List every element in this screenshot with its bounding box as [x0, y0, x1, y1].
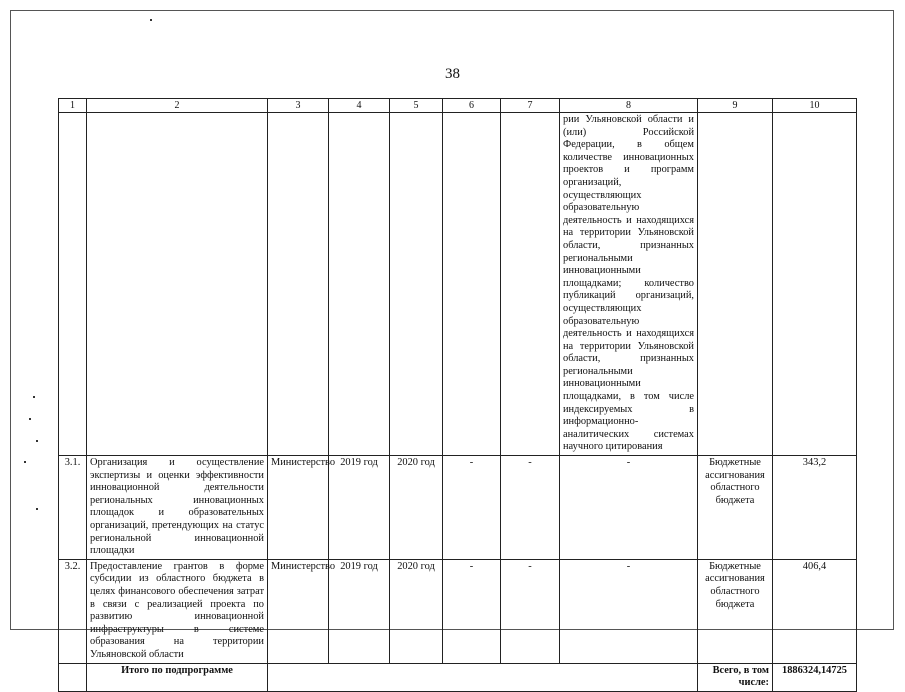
table-row — [59, 456, 857, 560]
col8-value: - — [560, 456, 698, 560]
row-number: 3.2. — [59, 559, 87, 663]
header-cell: 5 — [390, 99, 443, 113]
header-cell: 10 — [773, 99, 857, 113]
total-label: Итого по подпрограмме — [87, 663, 268, 691]
funding-source: Бюджетные ассигнования областного бюджета — [698, 559, 773, 663]
scan-speck — [150, 19, 152, 21]
scan-speck — [36, 508, 38, 510]
header-cell: 9 — [698, 99, 773, 113]
header-cell: 3 — [268, 99, 329, 113]
amount: 343,2 — [773, 456, 857, 560]
executor: Министерство — [268, 456, 329, 560]
end-year: 2020 год — [390, 456, 443, 560]
program-table — [58, 98, 857, 692]
header-cell: 7 — [501, 99, 560, 113]
scan-speck — [36, 440, 38, 442]
col8-value: - — [560, 559, 698, 663]
activity-name: Предоставление грантов в форме субсидии из областного бюджета в целях финансового обеспечения затрат в связи с реализацией проекта по развитию инновационной инфраструктуры в системе образования на территории Ульяновской области — [87, 559, 268, 663]
total-row — [59, 663, 857, 691]
total-amount: 1886324,14725 — [773, 663, 857, 691]
header-cell: 4 — [329, 99, 390, 113]
header-cell: 1 — [59, 99, 87, 113]
scan-speck — [24, 461, 26, 463]
column-number-row — [59, 99, 857, 113]
funding-source: Бюджетные ассигнования областного бюджета — [698, 456, 773, 560]
activity-name: Организация и осуществление экспертизы и оценки эффективности инновационной деятельности региональных инновационных площадок и образовательных организаций, претендующих на статус региональной инновационной площадки — [87, 456, 268, 560]
col7-value: - — [501, 456, 560, 560]
scan-speck — [33, 396, 35, 398]
table-row — [59, 559, 857, 663]
col6-value: - — [443, 559, 501, 663]
executor: Министерство — [268, 559, 329, 663]
row-number: 3.1. — [59, 456, 87, 560]
start-year: 2019 год — [329, 559, 390, 663]
amount: 406,4 — [773, 559, 857, 663]
start-year: 2019 год — [329, 456, 390, 560]
scan-speck — [29, 418, 31, 420]
total-sublabel: Всего, в том числе: — [698, 663, 773, 691]
header-cell: 8 — [560, 99, 698, 113]
col6-value: - — [443, 456, 501, 560]
page-number: 38 — [445, 66, 460, 82]
col7-value: - — [501, 559, 560, 663]
header-cell: 2 — [87, 99, 268, 113]
end-year: 2020 год — [390, 559, 443, 663]
header-cell: 6 — [443, 99, 501, 113]
continuation-row — [59, 113, 857, 456]
indicator-text: рии Ульяновской области и (или) Российской Федерации, в общем количестве инновационных проектов и программ организаций, осуществляющих образовательную деятельность и находящихся на территории Ульяновской области, признанных региональными инновационными площадками; количество публикаций организаций, осуществляющих образовательную деятельность и находящихся на территории Ульяновской области, признанных региональными инновационными площадками, в том числе индексируемых в информационно-аналитических системах научного цитирования — [560, 113, 698, 456]
